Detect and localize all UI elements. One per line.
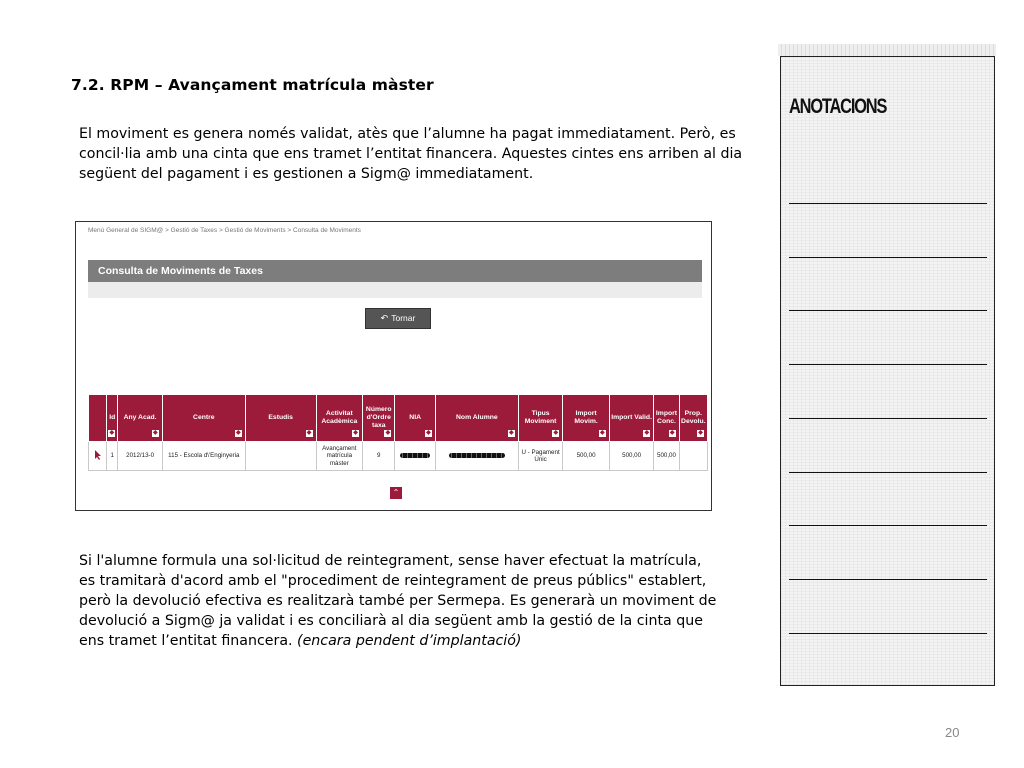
column-header-label: Estudis: [268, 414, 293, 421]
column-header-estudis[interactable]: [245, 395, 316, 442]
back-arrow-icon: ↶: [380, 313, 389, 323]
column-header-import-movim[interactable]: [563, 395, 610, 442]
cursor-icon[interactable]: [94, 450, 102, 460]
note-line: [789, 257, 987, 258]
cell-activitat: Avançament matrícula màster: [316, 442, 363, 471]
page-number: 20: [945, 725, 960, 740]
cell-import-conc: 500,00: [654, 442, 679, 471]
column-header-centre[interactable]: [162, 395, 245, 442]
sort-icon[interactable]: ◆: [109, 430, 115, 436]
column-header-prop[interactable]: [679, 395, 707, 442]
paragraph-italic-note: (encara pendent d’implantació): [297, 633, 522, 649]
section-title: 7.2. RPM – Avançament matrícula màster: [71, 76, 434, 94]
cell-any: 2012/13-0: [118, 442, 163, 471]
sort-icon[interactable]: ◆: [509, 430, 514, 436]
table-header-row: [89, 395, 708, 442]
column-header-tipus[interactable]: [518, 395, 563, 442]
note-line: [789, 579, 987, 580]
column-header-id[interactable]: [107, 395, 118, 442]
cell-estudis: [245, 442, 316, 471]
column-header-nia[interactable]: [395, 395, 435, 442]
chevron-up-icon: ⌃: [392, 488, 400, 497]
paragraph-intro: El moviment es genera només validat, atès que l’alumne ha pagat immediatament. Però, es concil·lia amb una cinta que ens tramet l’entitat financera. Aquestes cintes ens arriben al dia següent del pagament i es gestionen a Sigm@ immediatament.: [79, 126, 743, 182]
cell-tipus: U - Pagament Únic: [518, 442, 563, 471]
cell-centre: 115 - Escola d\'Enginyeria: [162, 442, 245, 471]
sort-icon[interactable]: ◆: [153, 430, 158, 436]
sort-icon[interactable]: ◆: [353, 430, 358, 436]
cell-import-valid: 500,00: [609, 442, 654, 471]
note-line: [789, 525, 987, 526]
sidebar-top-strip: [778, 44, 996, 56]
panel-title: Consulta de Moviments de Taxes: [88, 260, 702, 282]
paragraph-text: Si l'alumne formula una sol·licitud de reintegrament, sense haver efectuat la matrícula, es tramitarà d'acord amb el "procediment de reintegrament de preus públics" establert, però la devolució efectiva es realitzarà també per Sermepa. Es generarà un moviment de devolució a Sigm@ ja validat i es conciliarà al dia següent amb la gestió de la cinta que ens tramet l’entitat financera.: [79, 553, 717, 649]
column-header-label: Id: [109, 414, 116, 421]
column-header-label: Import Valid.: [611, 414, 652, 421]
back-button[interactable]: [365, 308, 431, 329]
sort-icon[interactable]: ◆: [644, 430, 650, 436]
column-header-nom[interactable]: [435, 395, 518, 442]
sort-icon[interactable]: ◆: [426, 430, 431, 436]
search-panel: [88, 260, 702, 298]
note-line: [789, 633, 987, 634]
select-cell[interactable]: [89, 442, 107, 471]
column-header-label: Número d'Ordre taxa: [365, 406, 392, 429]
back-button-label: Tornar: [391, 313, 416, 323]
cell-id: 1: [107, 442, 118, 471]
sort-icon[interactable]: ◆: [600, 430, 605, 436]
breadcrumb: Menú General de SIGM@ > Gestió de Taxes > Gestió de Moviments > Consulta de Moviments: [88, 227, 361, 234]
cell-prop: [679, 442, 707, 471]
scroll-top-button[interactable]: [390, 487, 402, 499]
column-header-any[interactable]: [118, 395, 163, 442]
column-header-label: Centre: [193, 414, 215, 421]
sort-icon[interactable]: ◆: [553, 430, 559, 436]
column-header-label: Activitat Acadèmica: [321, 410, 358, 425]
note-line: [789, 418, 987, 419]
embedded-screenshot: [75, 221, 712, 511]
column-header-import-valid[interactable]: [609, 395, 654, 442]
movements-table: [88, 394, 708, 471]
sort-icon[interactable]: ◆: [698, 430, 703, 436]
column-header-label: Nom Alumne: [456, 414, 498, 421]
column-header-numero[interactable]: [363, 395, 395, 442]
note-line: [789, 364, 987, 365]
cell-nom: [435, 442, 518, 471]
cell-numero: 9: [363, 442, 395, 471]
column-header-label: Prop. Devolu.: [681, 410, 706, 425]
cell-nia: [395, 442, 435, 471]
redacted-nia: [400, 453, 430, 458]
column-header-label: Import Conc.: [655, 410, 678, 425]
table-row[interactable]: [89, 442, 708, 471]
note-line: [789, 310, 987, 311]
column-header-label: Any Acad.: [123, 414, 157, 421]
column-header-label: NIA: [409, 414, 422, 421]
redacted-name: [449, 453, 505, 458]
column-header-import-conc[interactable]: [654, 395, 679, 442]
sort-icon[interactable]: ◆: [306, 430, 312, 436]
column-header-label: Import Movim.: [574, 410, 598, 425]
column-header-label: Tipus Moviment: [524, 410, 557, 425]
sort-icon[interactable]: ◆: [669, 430, 675, 436]
sidebar-title: ANOTACIONS: [789, 95, 887, 118]
paragraph-reintegrament: [79, 551, 719, 651]
cell-import-movim: 500,00: [563, 442, 610, 471]
column-header-activitat[interactable]: [316, 395, 363, 442]
column-header-select: [89, 395, 107, 442]
sort-icon[interactable]: ◆: [235, 430, 241, 436]
sort-icon[interactable]: ◆: [385, 430, 391, 436]
note-line: [789, 472, 987, 473]
annotations-sidebar: [780, 56, 995, 686]
note-line: [789, 203, 987, 204]
